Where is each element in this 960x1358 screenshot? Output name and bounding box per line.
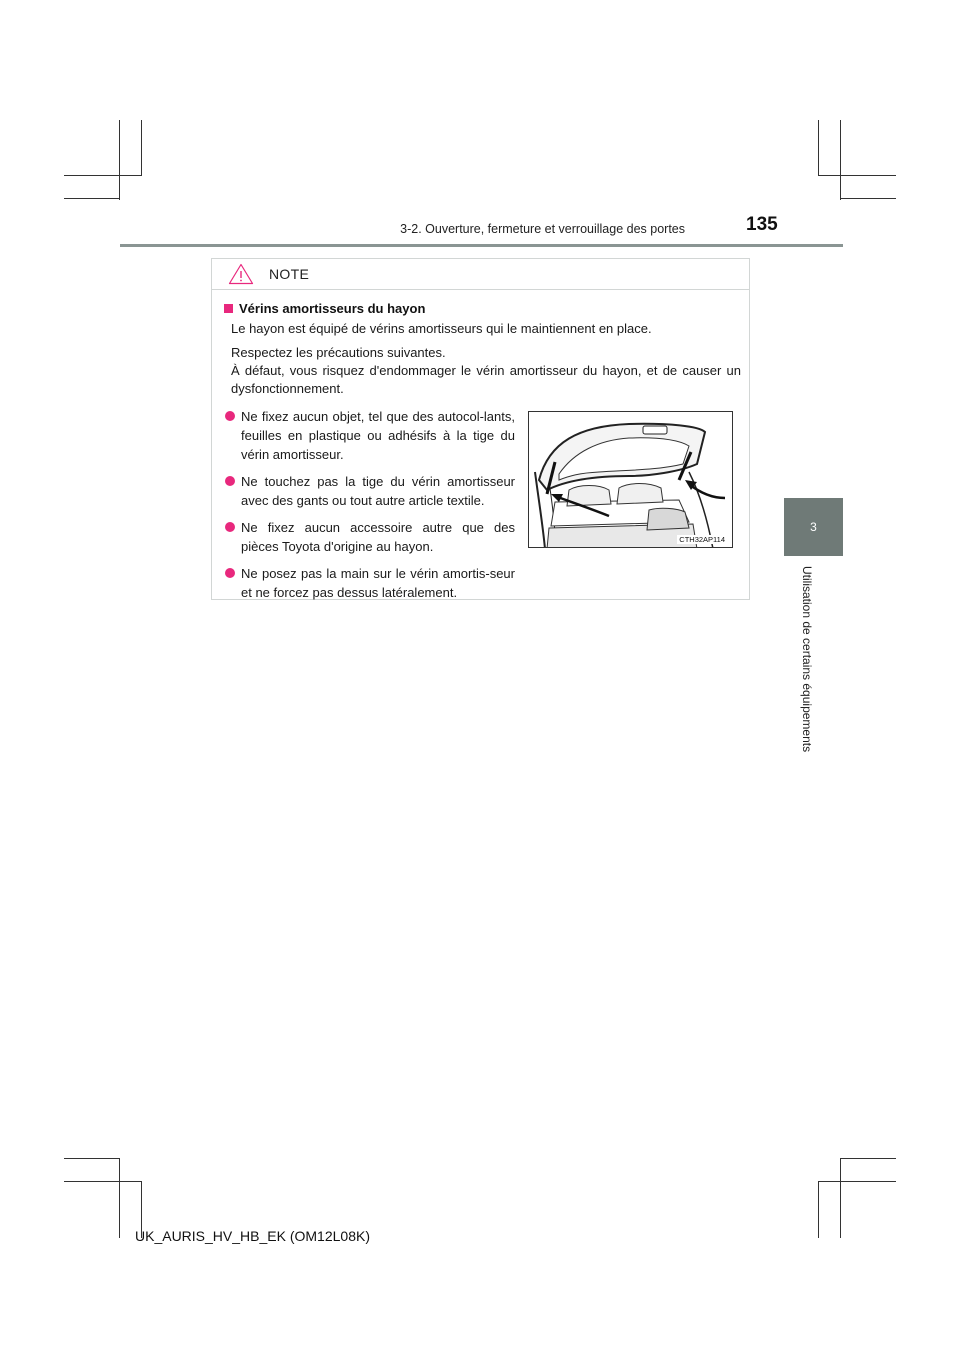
square-bullet-icon (224, 304, 233, 313)
precaution-list (225, 407, 515, 610)
crop-mark (64, 1158, 120, 1159)
crop-mark (818, 120, 819, 176)
crop-mark (119, 120, 120, 200)
header-section-title: 3-2. Ouverture, fermeture et verrouillage des portes (400, 222, 685, 236)
figure-code: CTH32AP114 (679, 535, 725, 544)
note-title: NOTE (269, 266, 310, 282)
list-item: Ne posez pas la main sur le vérin amortis-seur et ne forcez pas dessus latéralement. (225, 564, 515, 602)
bullet-dot-icon (225, 476, 235, 486)
bullet-dot-icon (225, 411, 235, 421)
section-heading-text: Vérins amortisseurs du hayon (239, 301, 426, 316)
crop-mark (64, 175, 142, 176)
page-number: 135 (746, 214, 778, 235)
list-item: Ne touchez pas la tige du vérin amortisseur avec des gants ou tout autre article textile. (225, 472, 515, 510)
crop-mark (840, 198, 896, 199)
tailgate-illustration (528, 411, 733, 548)
chapter-tab (784, 498, 843, 556)
chapter-number: 3 (810, 520, 817, 534)
crop-mark (840, 1158, 841, 1238)
paragraph-intro: Le hayon est équipé de vérins amortisseurs qui le maintiennent en place. (231, 321, 652, 336)
list-item: Ne fixez aucun objet, tel que des autocol-lants, feuilles en plastique ou adhésifs à la tige du vérin amortisseur. (225, 407, 515, 464)
crop-mark (818, 175, 896, 176)
note-box (211, 258, 750, 600)
crop-mark (818, 1182, 819, 1238)
crop-mark (141, 120, 142, 176)
crop-mark (64, 198, 120, 199)
document-code: UK_AURIS_HV_HB_EK (OM12L08K) (135, 1228, 370, 1244)
list-item: Ne fixez aucun accessoire autre que des pièces Toyota d'origine au hayon. (225, 518, 515, 556)
open-tailgate-drawing (529, 412, 733, 548)
warning-triangle-icon (228, 263, 254, 285)
section-heading (224, 301, 425, 316)
crop-mark (840, 1158, 896, 1159)
chapter-label: Utilisation de certains équipements (800, 566, 814, 753)
crop-mark (64, 1181, 142, 1182)
bullet-dot-icon (225, 568, 235, 578)
crop-mark (119, 1158, 120, 1238)
bullet-dot-icon (225, 522, 235, 532)
crop-mark (818, 1181, 896, 1182)
paragraph-precautions: Respectez les précautions suivantes. (231, 345, 446, 360)
header-rule (120, 244, 843, 247)
crop-mark (840, 120, 841, 200)
paragraph-warning: À défaut, vous risquez d'endommager le vérin amortisseur du hayon, et de causer un dysfonctionnement. (231, 363, 741, 396)
note-header (212, 259, 749, 290)
